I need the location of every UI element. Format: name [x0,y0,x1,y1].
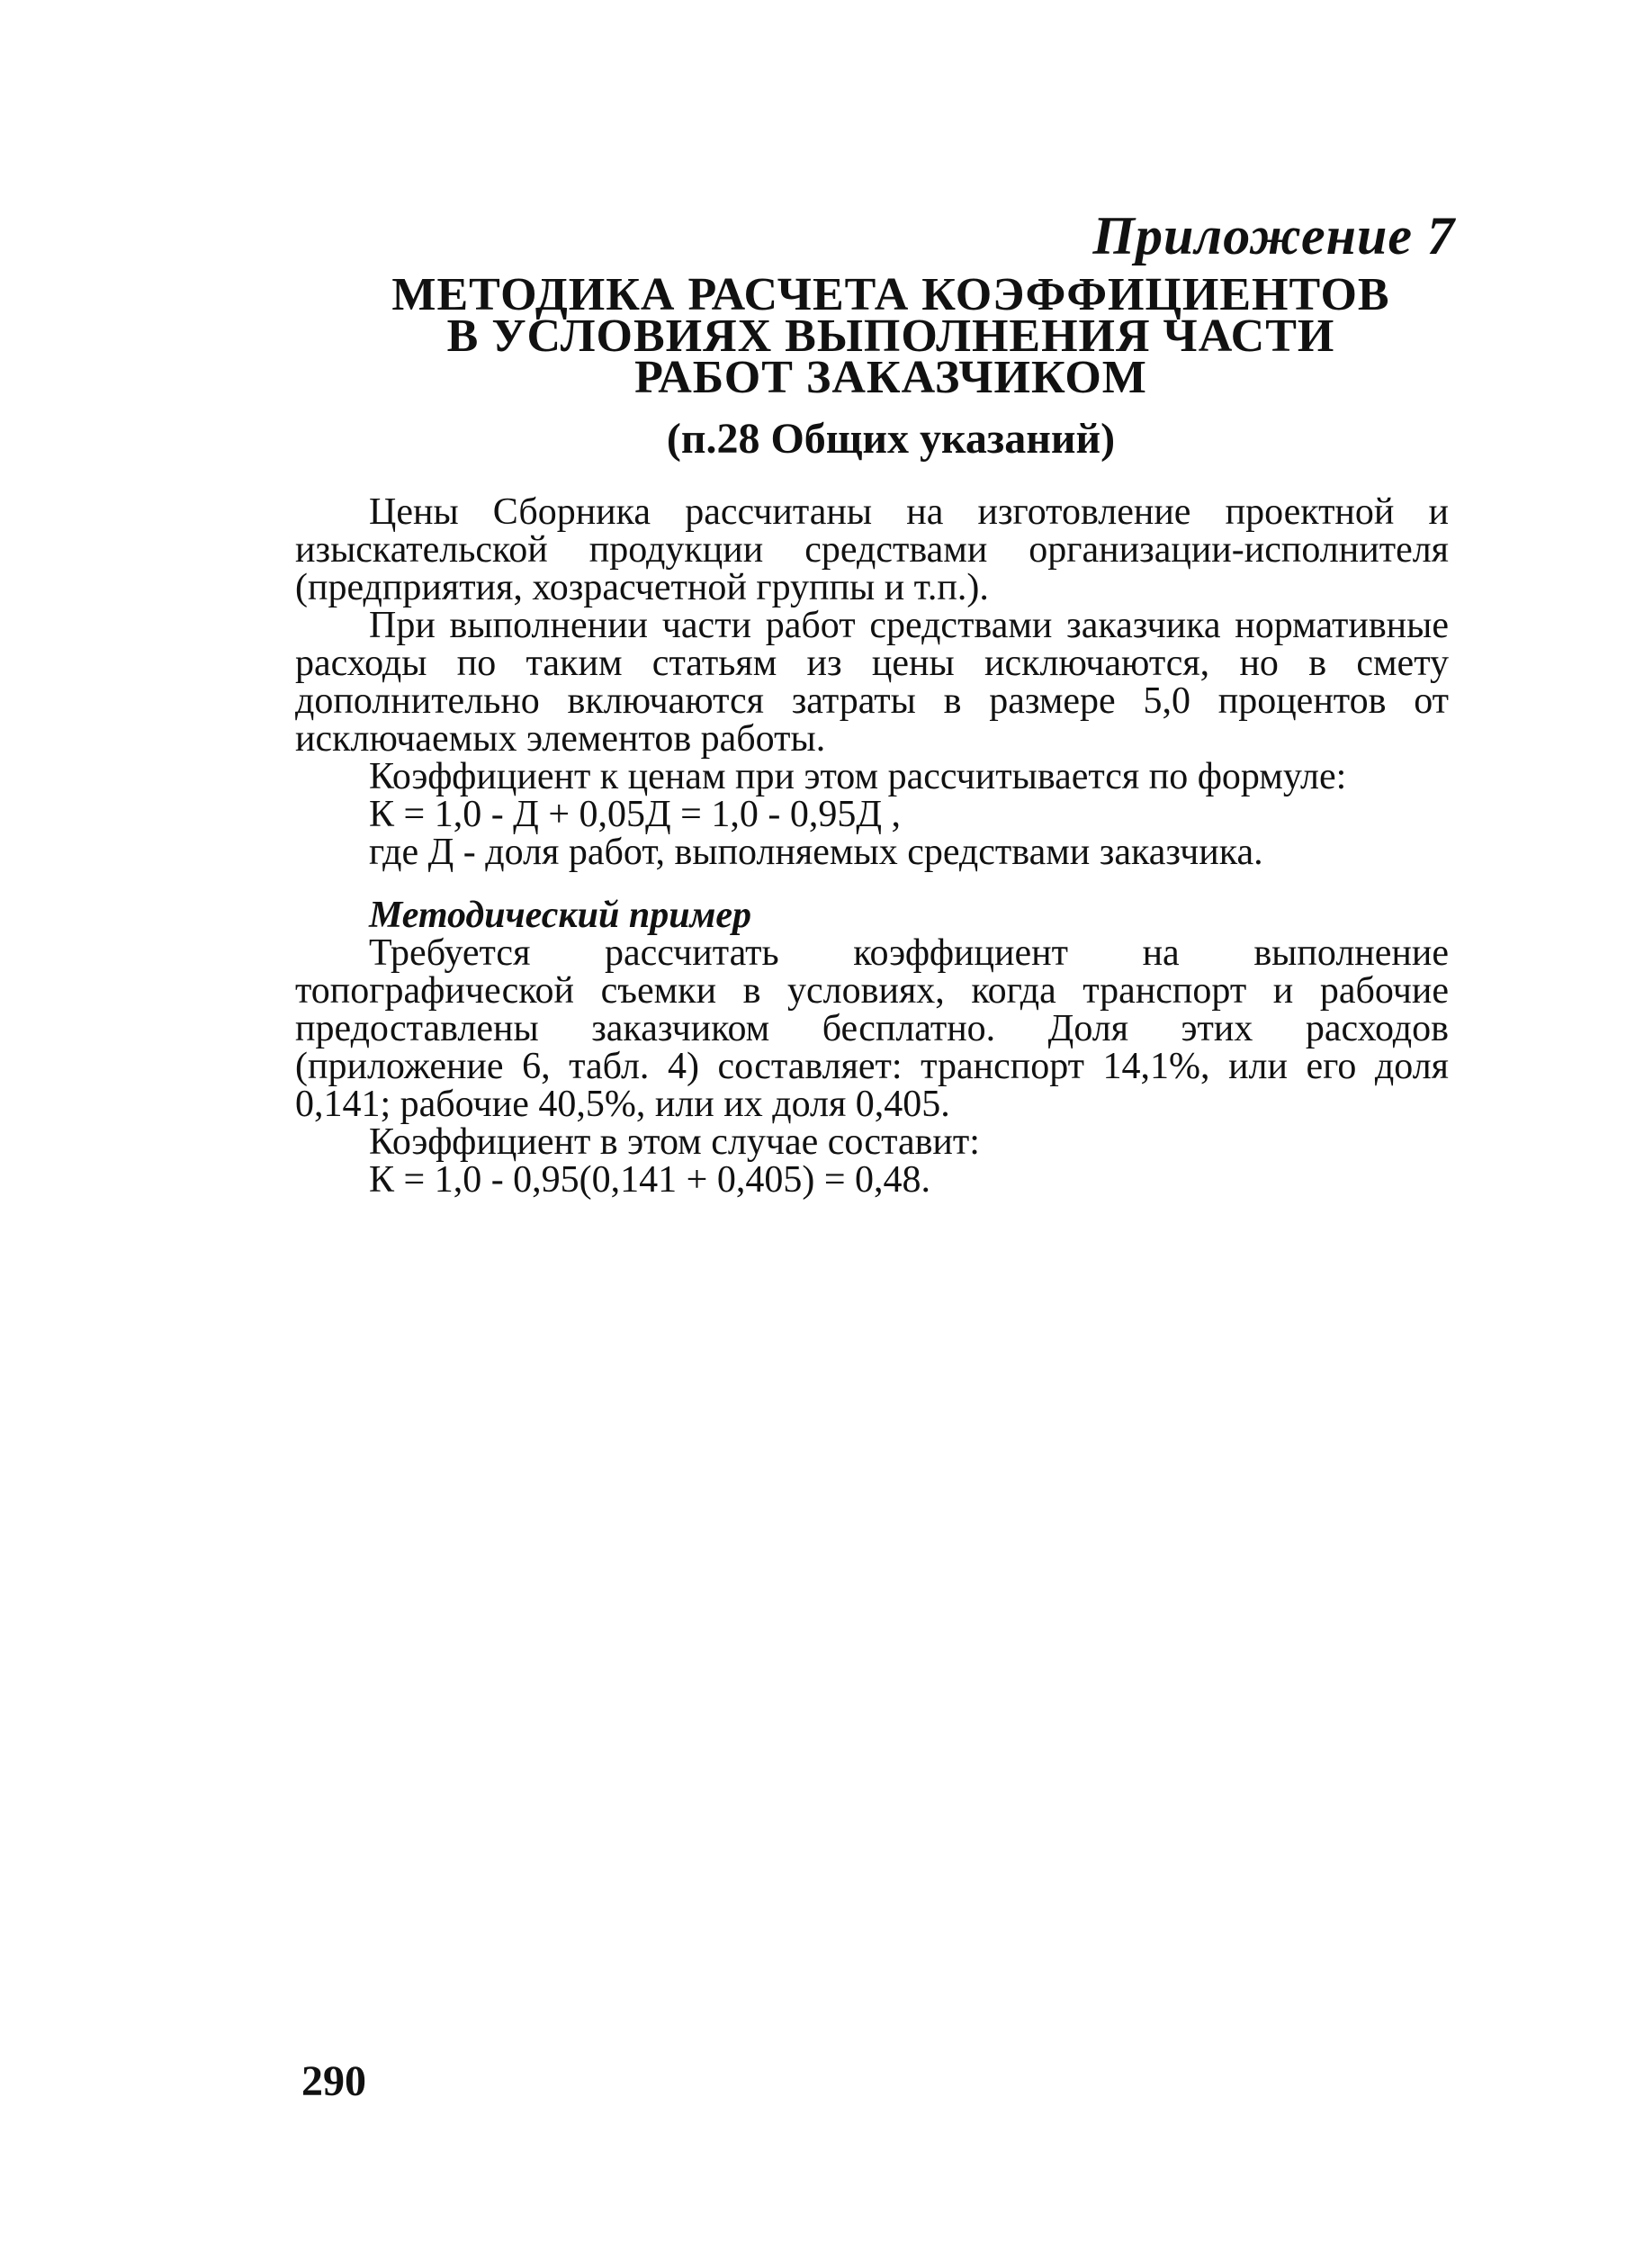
paragraph-3: Коэффициент к ценам при этом рассчитывается по формуле: [369,756,1347,797]
paragraph-1: Цены Сборника рассчитаны на изготовление проектной и изыскательской продукции средствами организации-исполнителя (предприятия, хозрасчетной группы и т.п.). [295,491,1449,608]
example-heading: Методический пример [369,895,752,936]
example-result-intro: Коэффициент в этом случае составит: [369,1121,980,1163]
title-line-2: В УСЛОВИЯХ ВЫПОЛНЕНИЯ ЧАСТИ [446,310,1335,362]
title-line-3: РАБОТ ЗАКАЗЧИКОМ [634,352,1147,403]
title-block [297,269,1485,464]
subtitle: (п.28 Общих указаний) [666,415,1116,463]
appendix-label: Приложение 7 [1092,206,1455,266]
formula: К = 1,0 - Д + 0,05Д = 1,0 - 0,95Д , [369,794,901,835]
page-number: 290 [301,2057,366,2105]
paragraph-2: При выполнении части работ средствами заказчика нормативные расходы по таким статьям из цены исключаются, но в смету дополнительно включаются затраты в размере 5,0 процентов от исключаемых элементов работы. [295,605,1449,760]
example-result-formula: К = 1,0 - 0,95(0,141 + 0,405) = 0,48. [369,1159,931,1201]
body-text [295,493,1449,1199]
formula-where: где Д - доля работ, выполняемых средствами заказчика. [369,832,1263,873]
example-paragraph: Требуется рассчитать коэффициент на выполнение топографической съемки в условиях, когда транспорт и рабочие предоставлены заказчиком бесплатно. Доля этих расходов (приложение 6, табл. 4) составляет: транспорт 14,1%, или его доля 0,141; рабочие 40,5%, или их доля 0,405. [295,932,1449,1125]
title-line-1: МЕТОДИКА РАСЧЕТА КОЭФФИЦИЕНТОВ [391,269,1390,320]
